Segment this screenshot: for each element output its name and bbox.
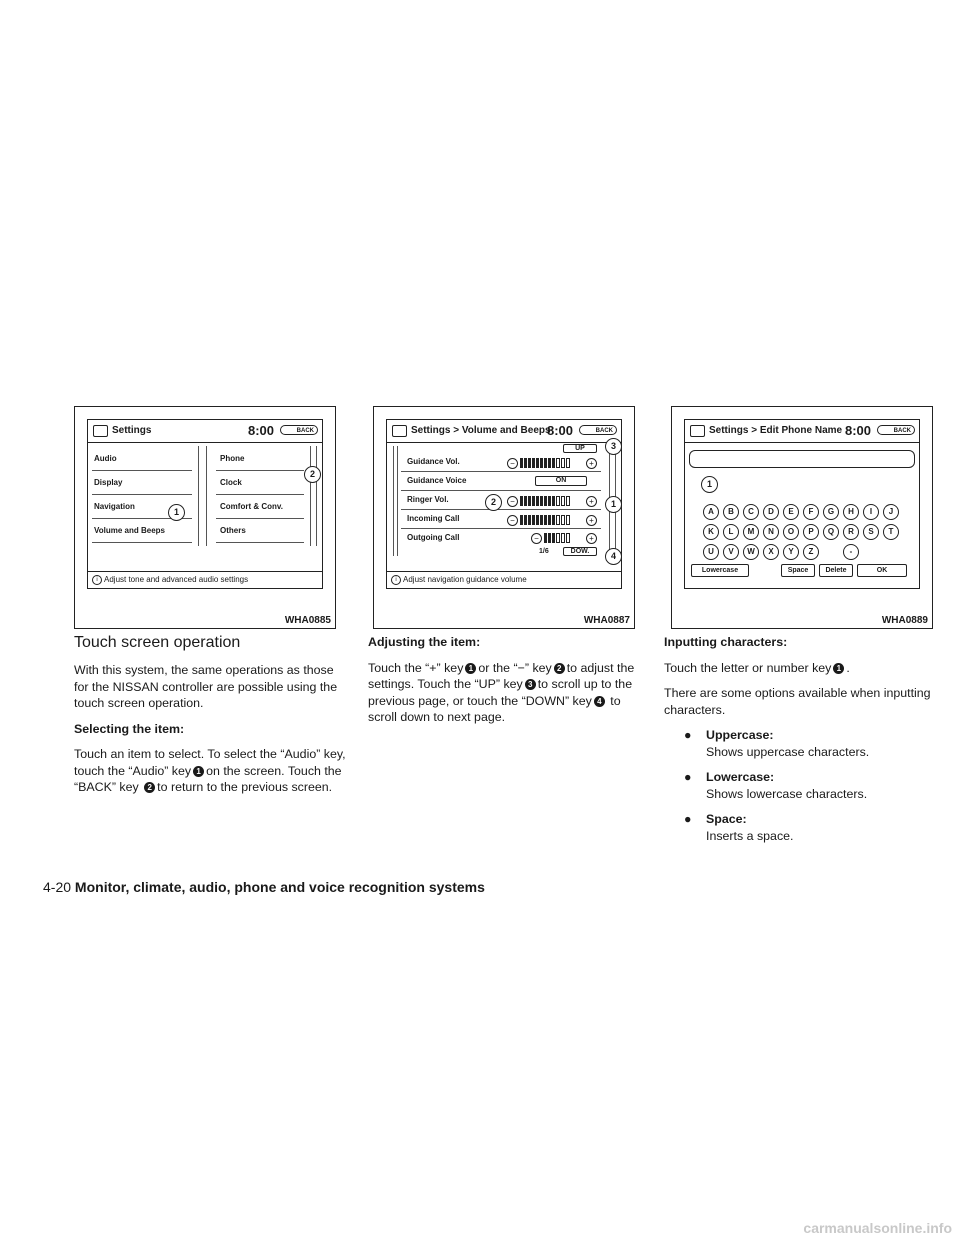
menu-item-phone[interactable]: Phone — [220, 454, 245, 463]
key-u[interactable]: U — [703, 544, 719, 560]
menu-item-display[interactable]: Display — [94, 478, 123, 487]
info-text: Adjust tone and advanced audio settings — [104, 575, 249, 584]
row-guidance-voice[interactable]: Guidance Voice — [407, 476, 467, 485]
row-guidance-vol[interactable]: Guidance Vol. — [407, 457, 460, 466]
key-w[interactable]: W — [743, 544, 759, 560]
adjusting-paragraph: Touch the “+” key 1 or the “−” key 2 to adjust the settings. Touch the “UP” key 3 to scroll up to the previous page, or touch the “DOWN” key 4 to scroll down to next page. — [368, 660, 635, 724]
list-item: ● Lowercase: Shows lowercase characters. — [684, 770, 868, 801]
back-button[interactable]: BACK — [579, 425, 617, 435]
key-o[interactable]: O — [783, 524, 799, 540]
settings-screen — [87, 419, 323, 589]
key-m[interactable]: M — [743, 524, 759, 540]
divider — [401, 471, 601, 472]
menu-icon — [93, 425, 108, 437]
divider — [216, 470, 304, 471]
ref-1: 1 — [833, 663, 844, 674]
callout-3: 3 — [605, 438, 622, 455]
ref-2: 2 — [554, 663, 565, 674]
menu-item-navigation[interactable]: Navigation — [94, 502, 135, 511]
name-input[interactable] — [689, 450, 915, 468]
space-button[interactable]: Space — [781, 564, 815, 577]
divider — [216, 542, 304, 543]
info-bar — [88, 571, 322, 588]
up-button[interactable]: UP — [563, 444, 597, 453]
column-inputting — [664, 634, 940, 853]
volume-bar — [544, 532, 570, 543]
divider — [92, 494, 192, 495]
ref-1: 1 — [465, 663, 476, 674]
delete-button[interactable]: Delete — [819, 564, 853, 577]
divider — [92, 470, 192, 471]
row-outgoing-call[interactable]: Outgoing Call — [407, 533, 460, 542]
dial-arc — [397, 446, 398, 556]
plus-button[interactable]: + — [586, 458, 597, 469]
key-e[interactable]: E — [783, 504, 799, 520]
key-t[interactable]: T — [883, 524, 899, 540]
key-j[interactable]: J — [883, 504, 899, 520]
screen-title: Settings > Volume and Beeps — [411, 425, 551, 436]
dial-arc — [316, 446, 317, 546]
volume-screen — [386, 419, 622, 589]
menu-item-clock[interactable]: Clock — [220, 478, 242, 487]
back-button[interactable]: BACK — [877, 425, 915, 435]
subheading-adjusting: Adjusting the item: — [368, 635, 481, 649]
menu-item-others[interactable]: Others — [220, 526, 246, 535]
info-text: Adjust navigation guidance volume — [403, 575, 527, 584]
minus-button[interactable]: − — [531, 533, 542, 544]
key-v[interactable]: V — [723, 544, 739, 560]
key-f[interactable]: F — [803, 504, 819, 520]
key-b[interactable]: B — [723, 504, 739, 520]
options-list — [684, 727, 940, 844]
divider — [401, 528, 601, 529]
menu-icon — [392, 425, 407, 437]
figure-settings — [74, 406, 336, 629]
row-incoming-call[interactable]: Incoming Call — [407, 514, 460, 523]
key-k[interactable]: K — [703, 524, 719, 540]
divider — [92, 542, 192, 543]
divider — [401, 509, 601, 510]
callout-1: 1 — [701, 476, 718, 493]
screen-header — [88, 420, 322, 443]
chapter-title: Monitor, climate, audio, phone and voice recognition systems — [74, 879, 485, 895]
minus-button[interactable]: − — [507, 515, 518, 526]
key-p[interactable]: P — [803, 524, 819, 540]
key-l[interactable]: L — [723, 524, 739, 540]
key-z[interactable]: Z — [803, 544, 819, 560]
row-ringer-vol[interactable]: Ringer Vol. — [407, 495, 449, 504]
dial-arc — [206, 446, 207, 546]
section-heading: Touch screen operation — [74, 634, 241, 651]
key-h[interactable]: H — [843, 504, 859, 520]
key-s[interactable]: S — [863, 524, 879, 540]
plus-button[interactable]: + — [586, 515, 597, 526]
figure-code: WHA0885 — [284, 615, 331, 626]
figure-volume-beeps — [373, 406, 635, 629]
key-hyphen[interactable]: - — [843, 544, 859, 560]
info-icon: i — [391, 575, 401, 585]
ok-button[interactable]: OK — [857, 564, 907, 577]
key-a[interactable]: A — [703, 504, 719, 520]
info-icon: i — [92, 575, 102, 585]
key-i[interactable]: I — [863, 504, 879, 520]
figure-code: WHA0889 — [881, 615, 928, 626]
volume-bar — [520, 457, 570, 468]
guidance-voice-toggle[interactable]: ON — [535, 476, 587, 486]
minus-button[interactable]: − — [507, 496, 518, 507]
column-adjusting — [368, 634, 644, 735]
subheading-selecting: Selecting the item: — [74, 721, 185, 736]
menu-item-volume[interactable]: Volume and Beeps — [94, 526, 165, 535]
screen-title: Settings — [112, 425, 152, 436]
page-indicator: 1/6 — [539, 548, 549, 555]
key-n[interactable]: N — [763, 524, 779, 540]
divider — [401, 490, 601, 491]
dial-arc — [198, 446, 199, 546]
info-bar — [387, 571, 621, 588]
ref-4: 4 — [594, 696, 605, 707]
clock: 8:00 — [247, 423, 274, 438]
key-g[interactable]: G — [823, 504, 839, 520]
key-x[interactable]: X — [763, 544, 779, 560]
plus-button[interactable]: + — [586, 533, 597, 544]
divider — [216, 518, 304, 519]
callout-4: 4 — [605, 548, 622, 565]
lowercase-button[interactable]: Lowercase — [691, 564, 749, 577]
screen-header — [387, 420, 621, 443]
page-footer — [43, 879, 485, 895]
list-item: ● Space: Inserts a space. — [684, 812, 794, 843]
page-number: 4-20 — [43, 879, 72, 895]
subheading-inputting: Inputting characters: — [664, 635, 788, 649]
list-item: ● Uppercase: Shows uppercase characters. — [684, 728, 870, 759]
column-touch-screen — [74, 634, 350, 805]
dial-arc — [310, 446, 311, 546]
edit-name-screen — [684, 419, 920, 589]
screen-header — [685, 420, 919, 443]
menu-item-audio[interactable]: Audio — [94, 454, 117, 463]
key-c[interactable]: C — [743, 504, 759, 520]
minus-button[interactable]: − — [507, 458, 518, 469]
callout-2: 2 — [485, 494, 502, 511]
callout-1: 1 — [168, 504, 185, 521]
screen-title: Settings > Edit Phone Name — [709, 425, 843, 436]
watermark: carmanualsonline.info — [803, 1220, 952, 1236]
selecting-paragraph: Touch an item to select. To select the “Audio” key, touch the “Audio” key 1 on the screen. Touch the “BACK” key 2 to return to the previous screen. — [74, 747, 346, 794]
ref-1: 1 — [193, 766, 204, 777]
clock: 8:00 — [546, 423, 573, 438]
plus-button[interactable]: + — [586, 496, 597, 507]
divider — [216, 494, 304, 495]
volume-bar — [520, 514, 570, 525]
callout-1: 1 — [605, 496, 622, 513]
inputting-paragraph: Touch the letter or number key 1 . — [664, 660, 850, 675]
figure-code: WHA0887 — [583, 615, 630, 626]
key-d[interactable]: D — [763, 504, 779, 520]
options-paragraph: There are some options available when inputting characters. — [664, 686, 931, 717]
volume-bar — [520, 495, 570, 506]
dial-arc — [393, 446, 394, 556]
key-q[interactable]: Q — [823, 524, 839, 540]
ref-3: 3 — [525, 679, 536, 690]
menu-item-comfort[interactable]: Comfort & Conv. — [220, 502, 283, 511]
clock: 8:00 — [844, 423, 871, 438]
key-y[interactable]: Y — [783, 544, 799, 560]
key-r[interactable]: R — [843, 524, 859, 540]
menu-icon — [690, 425, 705, 437]
callout-2: 2 — [304, 466, 321, 483]
figure-edit-phone-name — [671, 406, 933, 629]
back-button[interactable]: BACK — [280, 425, 318, 435]
down-button[interactable]: DOW. — [563, 547, 597, 556]
intro-paragraph: With this system, the same operations as those for the NISSAN controller are possible using the touch screen operation. — [74, 663, 338, 710]
ref-2: 2 — [144, 782, 155, 793]
